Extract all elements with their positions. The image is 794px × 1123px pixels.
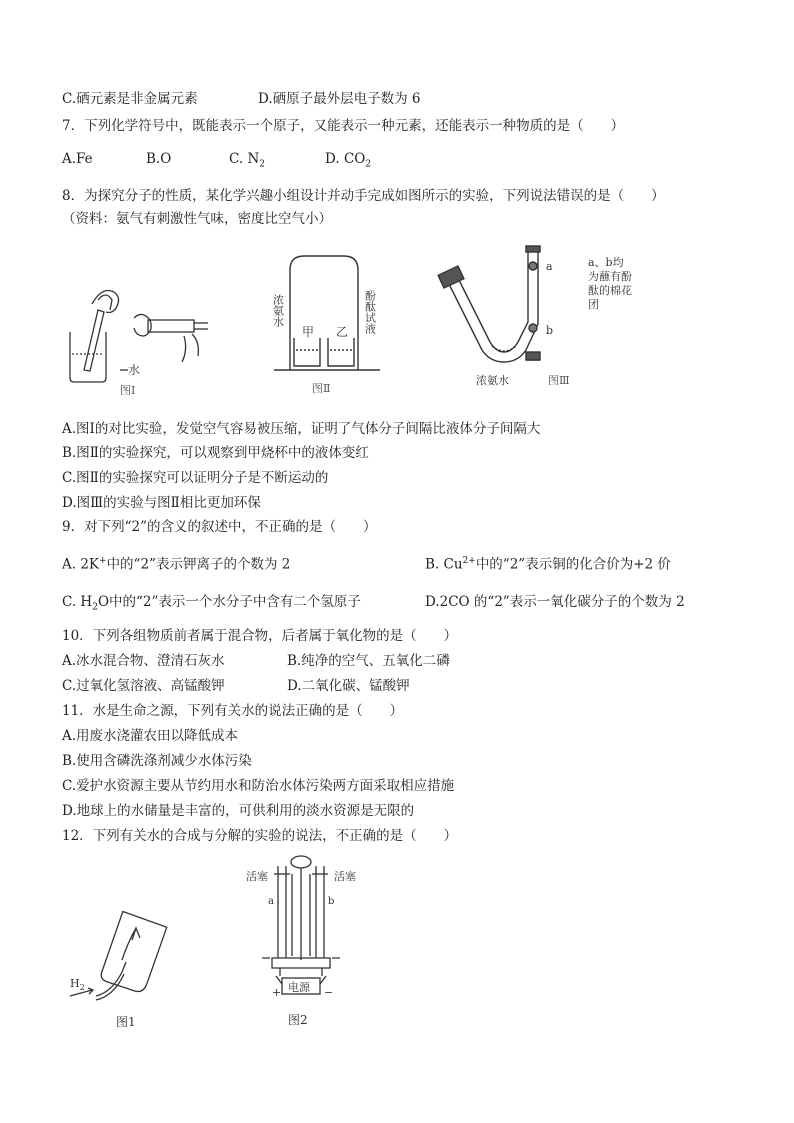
q8-figure-3-label-a: a	[546, 260, 553, 273]
q11-option-b: B.使用含磷洗涤剂减少水体污染	[62, 753, 252, 769]
q8-option-c: C.图Ⅱ的实验探究可以证明分子是不断运动的	[62, 470, 329, 486]
q12-figure-2-plus: +	[272, 986, 282, 999]
q12-figure-2-minus: −	[324, 986, 334, 999]
q9-option-a	[62, 552, 290, 574]
q9-stem: 9．对下列“2”的含义的叙述中，不正确的是（ ）	[62, 519, 377, 535]
q9-option-c	[62, 593, 361, 617]
q10-option-c: C.过氧化氢溶液、高锰酸钾	[62, 678, 225, 694]
q11-option-c: C.爱护水资源主要从节约用水和防治水体污染两方面采取相应措施	[62, 778, 455, 794]
q8-figure-3-caption: 图Ⅲ	[548, 374, 570, 387]
q8-figure-3-ammonia-label: 浓氨水	[476, 374, 509, 387]
q10-stem: 10．下列各组物质前者属于混合物，后者属于氧化物的是（ ）	[62, 628, 458, 644]
q7-option-c-subscript: 2	[259, 159, 265, 170]
q7-option-b: B.O	[146, 151, 172, 167]
q8-figure-3	[430, 238, 640, 400]
q8-figure-2-ammonia-label: 浓氨水	[271, 294, 285, 327]
q12-figure-1-gas-label: $H_2$	[70, 977, 85, 992]
q8-figure-2-beaker-jia: 甲	[302, 325, 315, 339]
q9-option-c-text: 中的“2”表示一个水分子中含有二个氢原子	[109, 594, 361, 610]
q7-option-d-subscript: 2	[365, 159, 372, 170]
q9-option-d: D.2CO 的“2”表示一氧化碳分子的个数为 2	[425, 594, 685, 610]
q6-option-c: C.硒元素是非金属元素	[62, 91, 198, 107]
q9-option-b	[425, 552, 671, 574]
q7-option-c-prefix: C.	[229, 151, 244, 167]
q8-note: （资料：氨气有刺激性气味，密度比空气小）	[62, 211, 332, 227]
q12-stem: 12．下列有关水的合成与分解的实验的说法，不正确的是（ ）	[62, 828, 458, 844]
q9-option-b-prefix: B. Cu	[425, 556, 463, 573]
q9-option-b-superscript: 2+	[462, 556, 476, 566]
q9-option-a-superscript: +	[99, 556, 107, 566]
q8-figure-3-label-b: b	[546, 324, 554, 337]
q10-option-b: B.纯净的空气、五氧化二磷	[287, 653, 450, 669]
q12-figure-2	[236, 846, 366, 1031]
q12-figure-2-label-b: b	[328, 896, 335, 907]
q7-option-d	[325, 150, 371, 174]
q12-figure-1-caption: 图1	[116, 1015, 136, 1029]
q12-figure-2-valve-left: 活塞	[246, 870, 268, 883]
q7-option-c	[229, 150, 265, 174]
q7-option-d-prefix: D.	[325, 151, 340, 167]
q12-figure-2-caption: 图2	[288, 1013, 308, 1027]
q8-option-d: D.图Ⅲ的实验与图Ⅱ相比更加环保	[62, 495, 261, 511]
q9-option-b-text: 中的“2”表示铜的化合价为+2 价	[475, 556, 671, 573]
q10-option-d: D.二氧化碳、锰酸钾	[287, 678, 410, 694]
q12-figure-2-label-a: a	[268, 896, 274, 907]
q8-option-a: A.图Ⅰ的对比实验，发觉空气容易被压缩，证明了气体分子间隔比液体分子间隔大	[62, 421, 541, 437]
q12-figure-2-power-label: 电源	[288, 981, 310, 994]
q7-option-c-formula: N	[247, 151, 260, 167]
q10-option-a: A.冰水混合物、澄清石灰水	[62, 653, 225, 669]
q8-option-b: B.图Ⅱ的实验探究，可以观察到甲烧杯中的液体变红	[62, 445, 369, 461]
q12-figure-1	[66, 900, 186, 1035]
q11-option-d: D.地球上的水储量是丰富的，可供利用的淡水资源是无限的	[62, 803, 415, 819]
q8-stem: 8．为探究分子的性质，某化学兴趣小组设计并动手完成如图所示的实验，下列说法错误的是（ ）	[62, 188, 665, 204]
q8-figure-2-phenolphthalein-label: 酚酞试液	[363, 290, 377, 334]
q7-option-a: A.Fe	[62, 151, 93, 167]
q9-option-a-prefix: A. 2K	[62, 556, 100, 573]
q8-figure-2-beaker-yi: 乙	[336, 325, 349, 339]
q9-option-c-prefix: C. H	[62, 594, 93, 610]
q8-figure-1-caption: 图Ⅰ	[120, 384, 136, 395]
q11-option-a: A.用废水浇灌农田以降低成本	[62, 728, 239, 744]
q8-figure-2-caption: 图Ⅱ	[312, 382, 331, 395]
q9-option-a-text: 中的“2”表示钾离子的个数为 2	[106, 556, 291, 573]
q9-option-c-subscript: 2	[92, 602, 98, 613]
q6-option-d: D.硒原子最外层电子数为 6	[258, 91, 421, 107]
q11-stem: 11．水是生命之源，下列有关水的说法正确的是（ ）	[62, 703, 404, 719]
q8-figure-1	[62, 270, 222, 395]
q9-option-c-o: O	[97, 594, 110, 610]
q12-figure-2-valve-right: 活塞	[334, 870, 356, 883]
q8-figure-3-note: a、b均为蘸有酚酞的棉花团	[588, 256, 632, 311]
q7-stem: 7．下列化学符号中，既能表示一个原子，又能表示一种元素，还能表示一种物质的是（ ）	[62, 118, 625, 134]
q8-figure-2	[268, 246, 388, 396]
q8-figure-1-water-label: 水	[128, 363, 141, 377]
q7-option-d-formula: CO	[343, 151, 366, 167]
